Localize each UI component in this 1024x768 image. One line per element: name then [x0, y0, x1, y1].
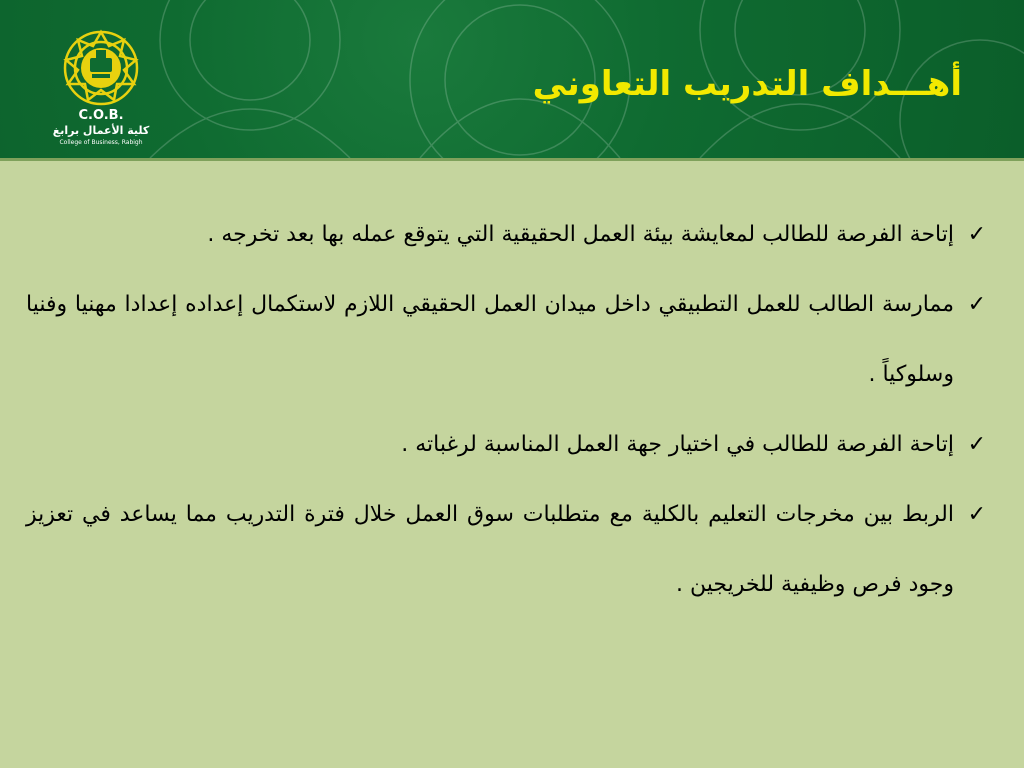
- check-mark-icon: ✓: [967, 222, 986, 247]
- list-item: [26, 480, 986, 620]
- check-mark-icon: ✓: [967, 292, 986, 317]
- college-emblem-icon: [46, 26, 156, 108]
- list-item-text: إتاحة الفرصة للطالب في اختيار جهة العمل المناسبة لرغباته .: [401, 432, 954, 457]
- list-item: [26, 410, 986, 480]
- list-item: [26, 200, 986, 270]
- logo-arabic-name: كلية الأعمال برابغ: [52, 124, 150, 137]
- logo-abbreviation: C.O.B.: [78, 108, 124, 123]
- slide-title: أهـــداف التدريب التعاوني: [532, 64, 962, 104]
- header-banner: [0, 0, 1024, 158]
- list-item-text: ممارسة الطالب للعمل التطبيقي داخل ميدان العمل الحقيقي اللازم لاستكمال إعداده إعدادا مهنيا وفنيا وسلوكياً .: [26, 292, 954, 387]
- objectives-list: [26, 200, 986, 620]
- check-mark-icon: ✓: [967, 502, 986, 527]
- check-mark-icon: ✓: [967, 432, 986, 457]
- college-logo: [46, 26, 156, 154]
- list-item-text: إتاحة الفرصة للطالب لمعايشة بيئة العمل الحقيقية التي يتوقع عمله بها بعد تخرجه .: [207, 222, 954, 247]
- logo-english-name: College of Business, Rabigh: [59, 139, 143, 146]
- header-divider: [0, 158, 1024, 161]
- list-item: [26, 270, 986, 410]
- list-item-text: الربط بين مخرجات التعليم بالكلية مع متطلبات سوق العمل خلال فترة التدريب مما يساعد في تعزيز وجود فرص وظيفية للخريجين .: [26, 502, 954, 597]
